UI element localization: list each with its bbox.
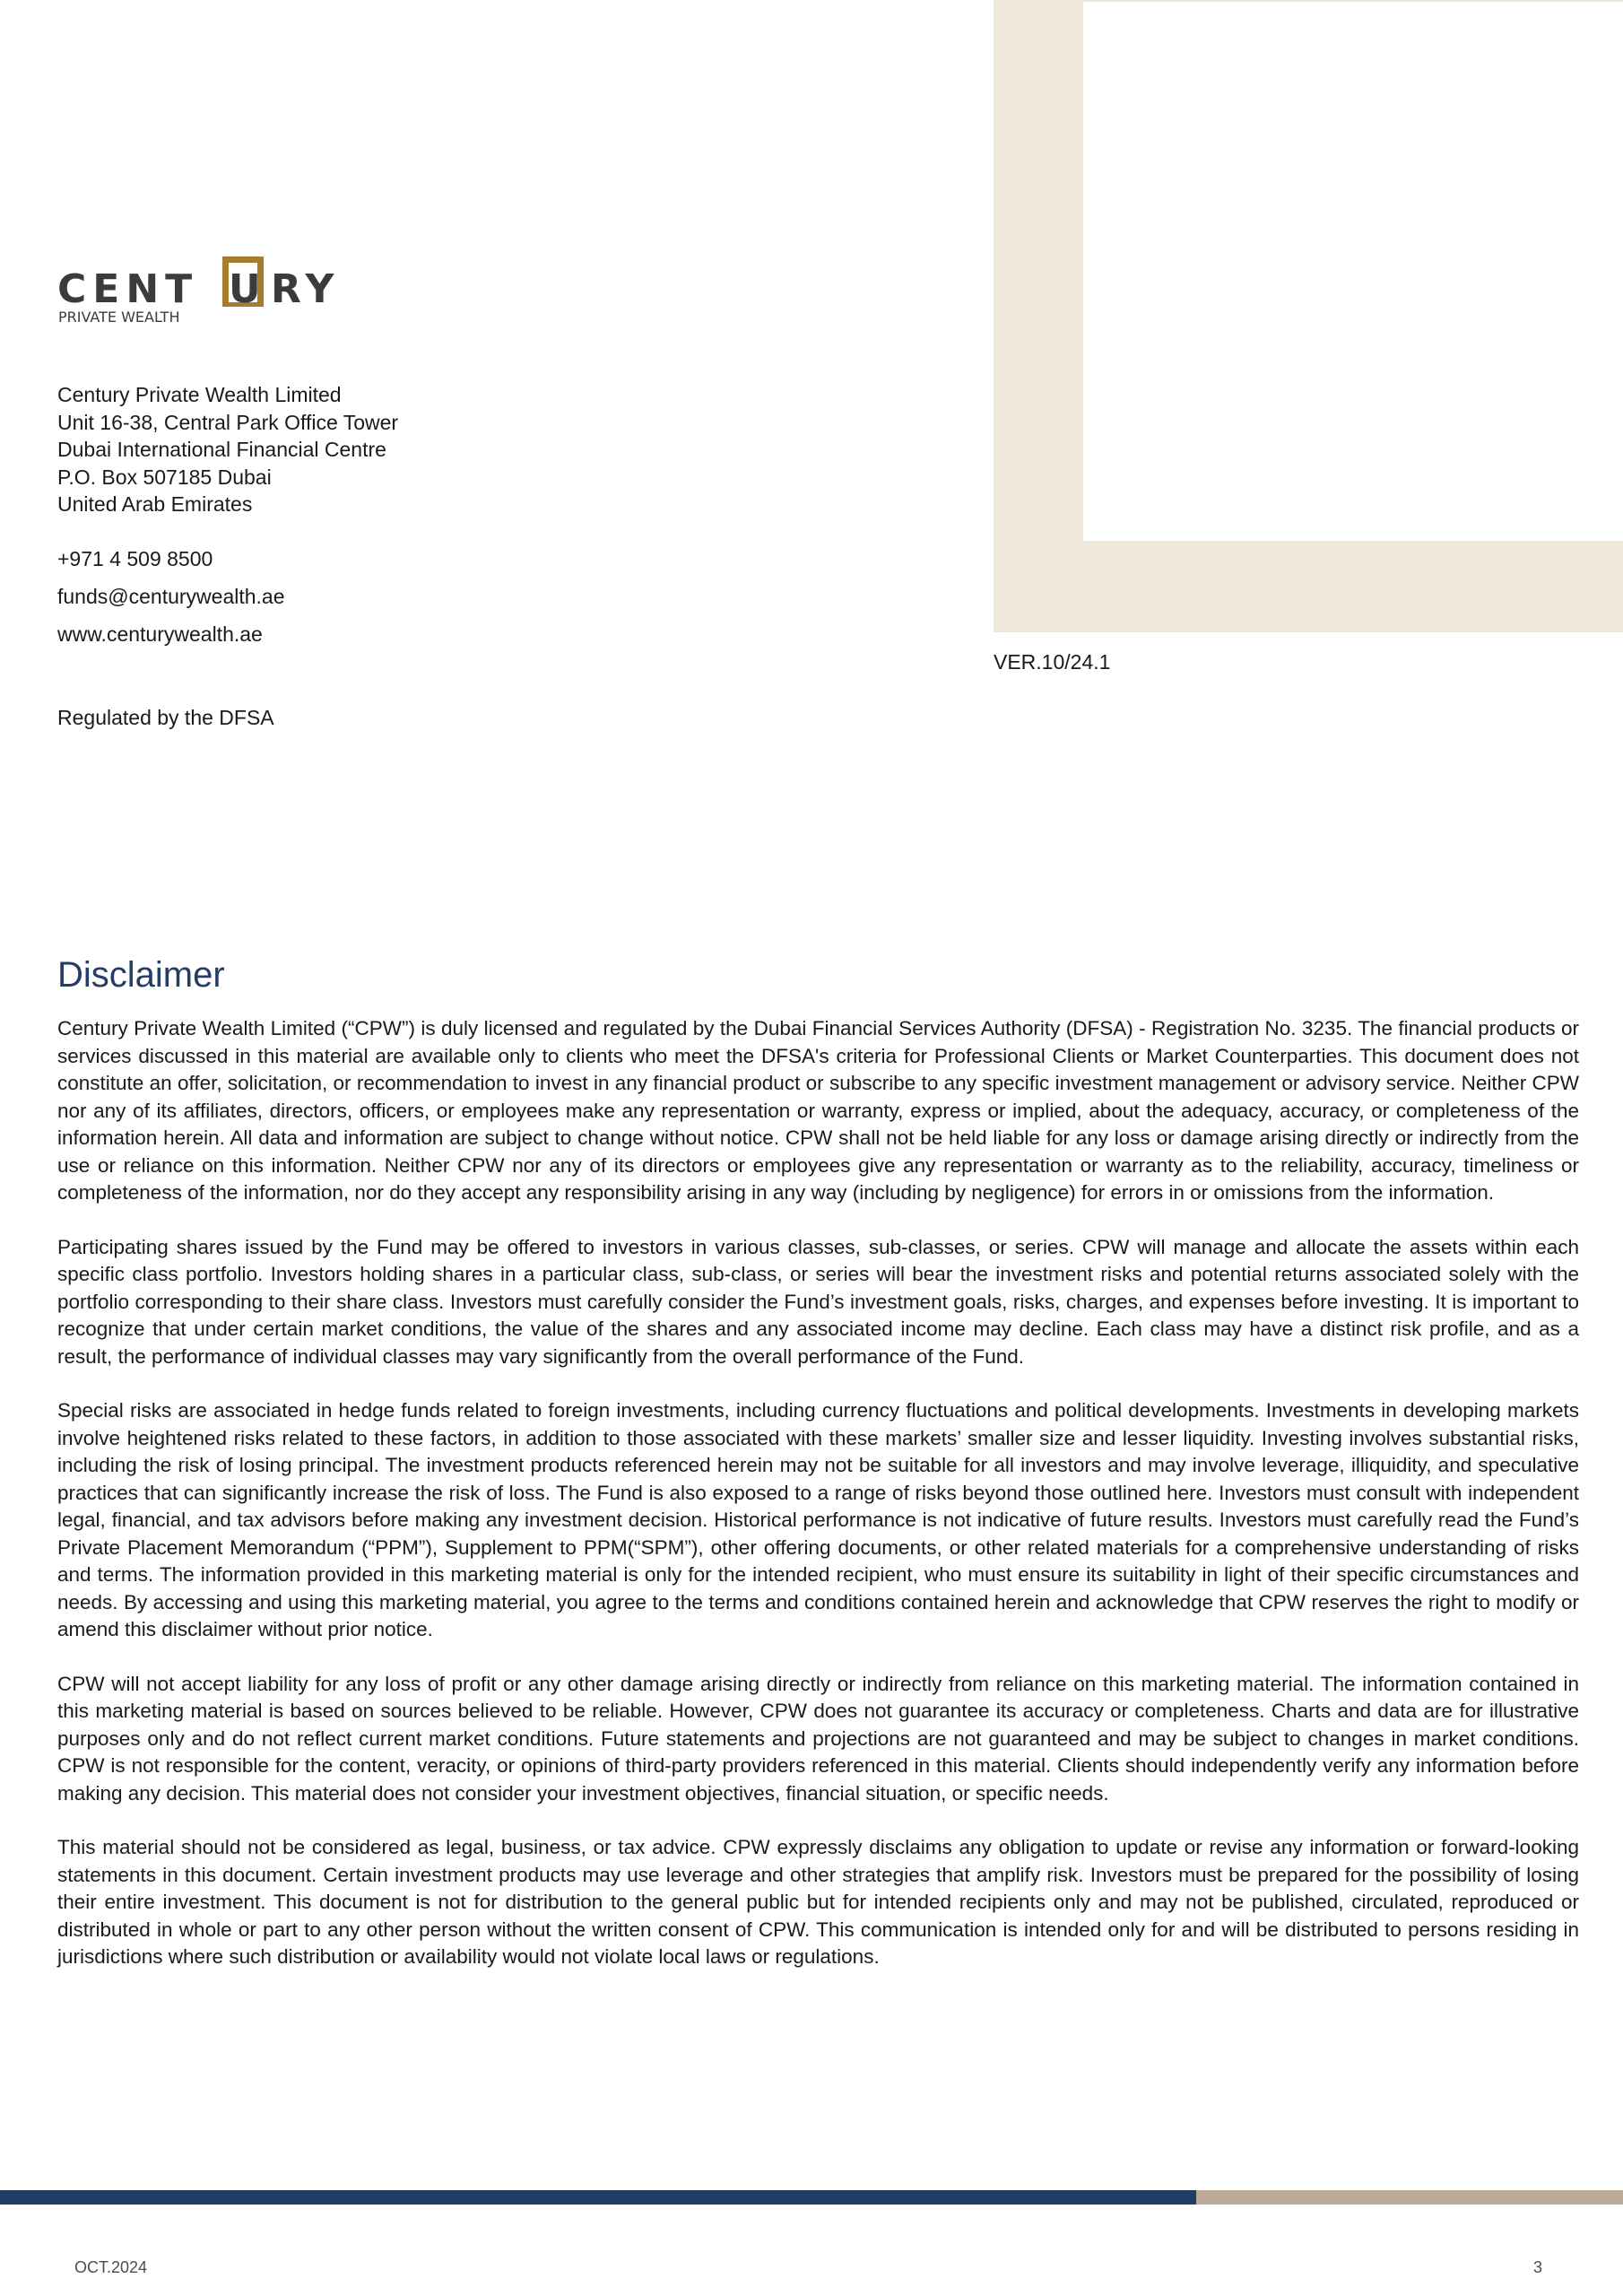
address-company-name: Century Private Wealth Limited xyxy=(57,383,342,406)
email-address[interactable]: funds@centurywealth.ae xyxy=(57,585,285,608)
logo-letters-cent: CENT xyxy=(57,266,199,312)
address-country: United Arab Emirates xyxy=(57,492,253,516)
decorative-corner-cutout xyxy=(1083,2,1623,541)
logo-subtitle: PRIVATE WEALTH xyxy=(58,309,180,325)
century-private-wealth-logo xyxy=(57,253,371,325)
footer-bar-tan xyxy=(1196,2190,1623,2205)
footer-bar-navy xyxy=(0,2190,1196,2205)
disclaimer-heading: Disclaimer xyxy=(57,955,225,995)
disclaimer-paragraph: CPW will not accept liability for any loss of profit or any other damage arising directly or indirectly from reliance on this marketing material. The information contained in this marketing material is based on sources believed to be reliable. However, CPW does not guarantee its accuracy or completeness. Charts and data are for illustrative purposes only and do not reflect current market conditions. Future statements and projections are not guaranteed and may be subject to changes in market conditions. CPW is not responsible for the content, veracity, or opinions of third-party providers referenced in this material. Clients should independently verify any information before making any decision. This material does not consider your investment objectives, financial situation, or specific needs. xyxy=(57,1672,1579,1805)
regulator-note: Regulated by the DFSA xyxy=(57,706,274,729)
address-centre: Dubai International Financial Centre xyxy=(57,438,386,461)
company-address xyxy=(57,381,398,518)
disclaimer-paragraph: This material should not be considered as legal, business, or tax advice. CPW expressly disclaims any obligation to update or revise any information or forward-looking statements in this document. Certain investment products may use leverage and other strategies that amplify risk. Investors must be prepared for the possibility of losing their entire investment. This document is not for distribution to the general public but for intended recipients only and may not be published, circulated, reproduced or distributed in whole or part to any other person without the written consent of CPW. This communication is intended only for and will be distributed to persons residing in jurisdictions where such distribution or availability would not violate local laws or regulations. xyxy=(57,1836,1579,1968)
footer-date: OCT.2024 xyxy=(74,2258,148,2276)
phone-number: +971 4 509 8500 xyxy=(57,547,213,570)
logo-letters-ry: RY xyxy=(271,266,341,312)
logo-letter-u: U xyxy=(229,266,261,312)
disclaimer-paragraph: Special risks are associated in hedge funds related to foreign investments, including currency fluctuations and political developments. Investments in developing markets involve heightened risks related to these factors, in addition to those associated with these markets’ smaller size and lesser liquidity. Investing involves substantial risks, including the risk of losing principal. The investment products referenced herein may not be suitable for all investors and may involve leverage, illiquidity, and speculative practices that can significantly increase the risk of loss. The Fund is also exposed to a range of risks beyond those outlined here. Investors must consult with independent legal, financial, and tax advisors before making any investment decision. Historical performance is not indicative of future results. Investors must carefully read the Fund’s Private Placement Memorandum (“PPM”), Supplement to PPM(“SPM”), other offering documents, or other related materials for a comprehensive understanding of risks and terms. The information provided in this marketing material is only for the intended recipient, who must ensure its suitability in light of their specific circumstances and needs. By accessing and using this marketing material, you agree to the terms and conditions contained herein and acknowledge that CPW reserves the right to modify or amend this disclaimer without prior notice. xyxy=(57,1399,1579,1640)
page-number: 3 xyxy=(1532,2258,1542,2276)
disclaimer-body xyxy=(57,1015,1579,1998)
disclaimer-paragraph: Participating shares issued by the Fund may be offered to investors in various classes, sub-classes, or series. CPW will manage and allocate the assets within each specific class portfolio. Investors holding shares in a particular class, sub-class, or series will bear the investment risks and potential returns associated solely with the portfolio corresponding to their share class. Investors must carefully consider the Fund’s investment goals, risks, charges, and expenses before investing. It is important to recognize that under certain market conditions, the value of the shares and any associated income may decline. Each class may have a distinct risk profile, and as a result, the performance of individual classes may vary significantly from the overall performance of the Fund. xyxy=(57,1235,1579,1368)
address-po-box: P.O. Box 507185 Dubai xyxy=(57,465,272,489)
address-unit: Unit 16-38, Central Park Office Tower xyxy=(57,410,399,434)
version-label: VER.10/24.1 xyxy=(994,650,1111,674)
logo-wordmark xyxy=(57,257,340,312)
website-link[interactable]: www.centurywealth.ae xyxy=(57,622,263,646)
disclaimer-paragraph: Century Private Wealth Limited (“CPW”) is duly licensed and regulated by the Dubai Financial Services Authority (DFSA) - Registration No. 3235. The financial products or services discussed in this material are available only to clients who meet the DFSA's criteria for Professional Clients or Market Counterparties. This document does not constitute an offer, solicitation, or recommendation to invest in any financial product or subscribe to any specific investment management or advisory service. Neither CPW nor any of its affiliates, directors, officers, or employees make any representation or warranty, express or implied, about the adequacy, accuracy, or completeness of the information herein. All data and information are subject to change without notice. CPW shall not be held liable for any loss or damage arising directly or indirectly from the use or reliance on this information. Neither CPW nor any of its directors or employees give any representation or warranty as to the reliability, accuracy, timeliness or completeness of the information, nor do they accept any responsibility arising in any way (including by negligence) for errors in or omissions from the information. xyxy=(57,1017,1579,1204)
